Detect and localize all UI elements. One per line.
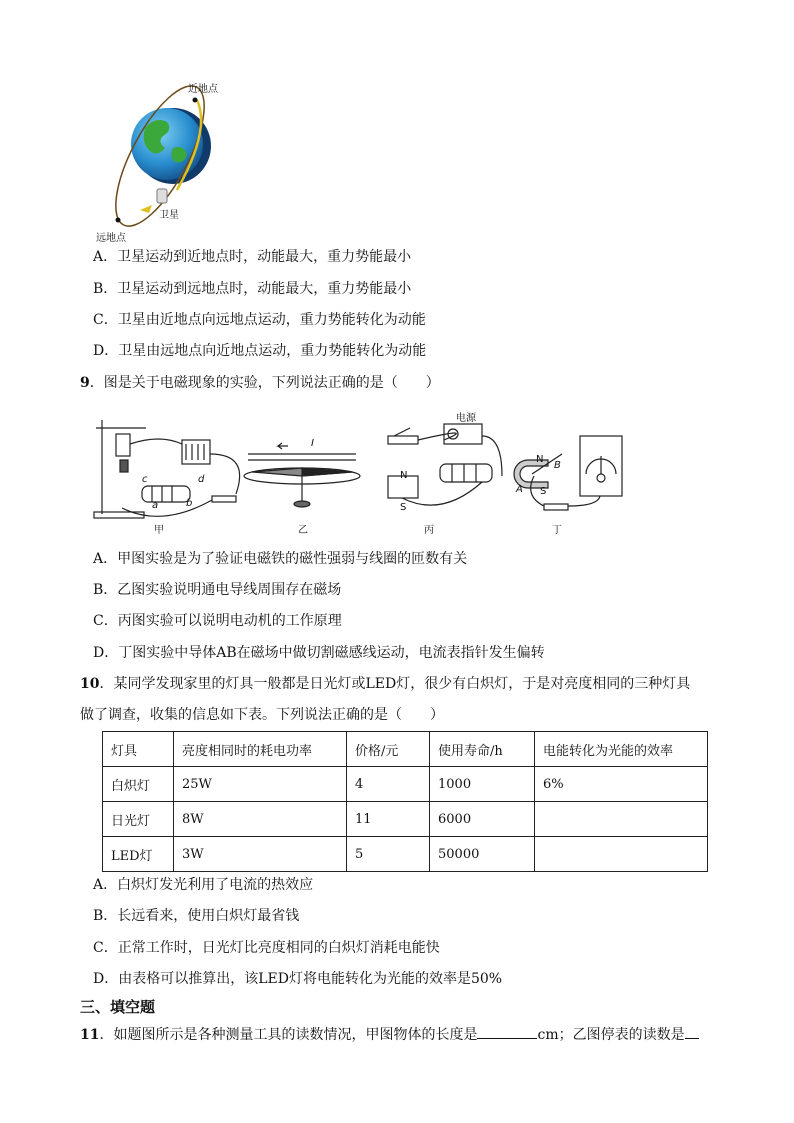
far-point-label: 远地点 [96,233,126,244]
table-header: 灯具 [103,732,174,767]
q9-text: ．图是关于电磁现象的实验，下列说法正确的是（ ） [89,375,440,391]
table-header-row [103,732,708,767]
fig-c-label: c [142,474,148,485]
q8-option-d: D．卫星由远地点向近地点运动，重力势能转化为动能 [93,343,427,359]
q10-text-1: ．某同学发现家里的灯具一般都是日光灯或LED灯，很少有白炽灯，于是对亮度相同的三种灯具 [99,676,691,692]
answer-blank-2[interactable] [685,1024,699,1039]
fig-aa-label: a [152,500,159,511]
q8-option-a: A．卫星运动到近地点时，动能最大，重力势能最小 [93,249,412,265]
fig-b-label: B [554,460,561,471]
fig-n2-label: N [536,454,544,465]
far-point-dot [116,218,121,223]
q11-unit: cm；乙图停表的读数是 [537,1027,685,1043]
q10-number: 10 [80,676,100,692]
earth [131,108,203,180]
table-cell [535,837,708,872]
q9-figure [92,404,632,532]
answer-blank[interactable] [477,1024,537,1039]
table-cell: 5 [347,837,430,872]
q10-stem-line2: 做了调查，收集的信息如下表。下列说法正确的是（ ） [80,707,444,723]
figure-jia [94,420,240,518]
q10-stem-line1 [80,674,690,694]
table-cell [535,802,708,837]
fig-s2-label: S [540,486,547,497]
table-cell: 6% [535,767,708,802]
near-point-dot [193,98,198,103]
table-cell: 白炽灯 [103,767,174,802]
table-cell: 11 [347,802,430,837]
table-header: 价格/元 [347,732,430,767]
fig-yi-label: 乙 [298,525,308,536]
fig-d-label: d [198,474,205,485]
table-cell: 4 [347,767,430,802]
table-cell: 8W [174,802,347,837]
satellite-label: 卫星 [159,210,179,221]
q9-number: 9 [80,375,90,391]
fig-n1-label: N [400,470,408,481]
fig-s1-label: S [400,502,407,513]
table-cell: 50000 [430,837,535,872]
q9-option-c: C．丙图实验可以说明电动机的工作原理 [93,613,342,629]
table-row [103,767,708,802]
table-cell: LED灯 [103,837,174,872]
q9-option-b: B．乙图实验说明通电导线周围存在磁场 [93,582,342,598]
fig-bb-label: b [186,498,193,509]
fig-ding-label: 丁 [552,525,562,536]
near-point-label: 近地点 [188,84,218,95]
q8-option-b: B．卫星运动到远地点时，动能最大，重力势能最小 [93,281,412,297]
figure-bing [388,424,502,505]
q9-stem [80,373,440,393]
table-cell: 6000 [430,802,535,837]
q10-option-d: D．由表格可以推算出，该LED灯将电能转化为光能的效率是50% [93,971,503,987]
fig-a-label: A [516,484,523,495]
table-cell: 25W [174,767,347,802]
table-header: 使用寿命/h [430,732,535,767]
fig-jia-label: 甲 [154,525,164,536]
q11-stem [80,1024,699,1045]
table-cell: 日光灯 [103,802,174,837]
lamp-table [102,731,708,872]
q9-option-a: A．甲图实验是为了验证电磁铁的磁性强弱与线圈的匝数有关 [93,551,468,567]
table-row [103,837,708,872]
fig-power-label: 电源 [456,413,476,424]
q8-option-c: C．卫星由近地点向远地点运动，重力势能转化为动能 [93,312,426,328]
q11-number: 11 [80,1027,100,1043]
q10-option-c: C．正常工作时，日光灯比亮度相同的白炽灯消耗电能快 [93,940,440,956]
satellite-icon [157,189,167,203]
q9-option-d: D．丁图实验中导体AB在磁场中做切割磁感线运动，电流表指针发生偏转 [93,645,545,661]
section-heading: 三、填空题 [80,998,156,1016]
arrow-icon [140,205,152,213]
table-cell: 1000 [430,767,535,802]
table-row [103,802,708,837]
table-header: 亮度相同时的耗电功率 [174,732,347,767]
q10-option-b: B．长远看来，使用白炽灯最省钱 [93,908,300,924]
fig-current-label: I [311,438,314,449]
q10-option-a: A．白炽灯发光利用了电流的热效应 [93,877,314,893]
figure-ding [514,436,622,510]
figure-yi [244,443,360,507]
table-header: 电能转化为光能的效率 [535,732,708,767]
fig-bing-label: 丙 [424,525,434,536]
q11-text: ．如题图所示是各种测量工具的读数情况，甲图物体的长度是 [99,1027,478,1043]
table-cell: 3W [174,837,347,872]
